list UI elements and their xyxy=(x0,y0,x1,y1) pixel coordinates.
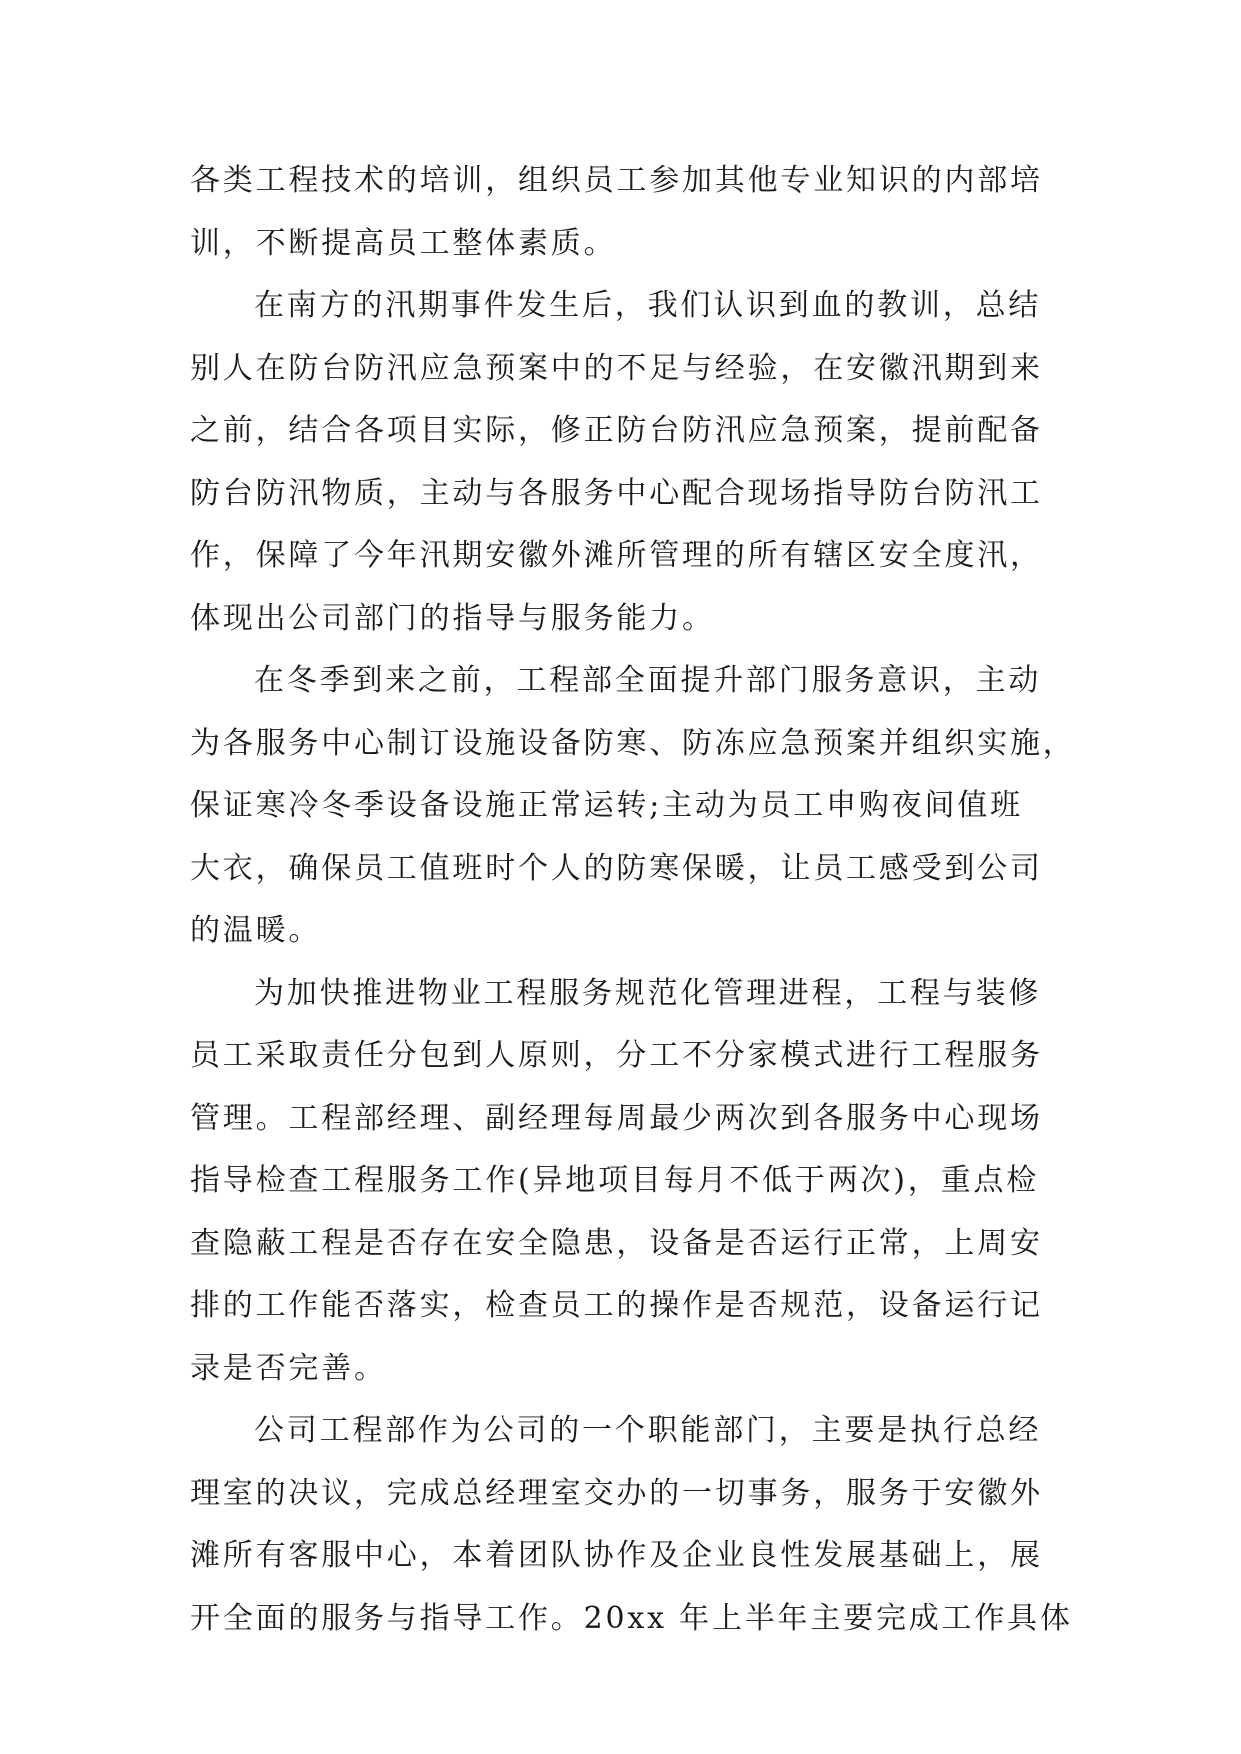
text-line: 体现出公司部门的指导与服务能力。 xyxy=(190,600,715,636)
text-line: 的温暖。 xyxy=(190,913,322,948)
text-line: 防台防汛物质，主动与各服务中心配合现场指导防台防汛工 xyxy=(190,475,1043,511)
text-line: 各类工程技术的培训，组织员工参加其他专业知识的内部培 xyxy=(190,163,1043,198)
text-line: 为各服务中心制订设施设备防寒、防冻应急预案并组织实施， xyxy=(190,725,1076,761)
text-line: 指导检查工程服务工作(异地项目每月不低于两次)，重点检 xyxy=(190,1163,1040,1198)
text-line: 员工采取责任分包到人原则，分工不分家模式进行工程服务 xyxy=(190,1038,1043,1073)
document-body xyxy=(190,150,1076,1650)
text-line: 之前，结合各项目实际，修正防台防汛应急预案，提前配备 xyxy=(190,413,1043,448)
paragraph-first-line: 为加快推进物业工程服务规范化管理进程，工程与装修 xyxy=(254,975,1042,1011)
text-line: 管理。工程部经理、副经理每周最少两次到各服务中心现场 xyxy=(190,1100,1043,1136)
paragraph-first-line: 在冬季到来之前，工程部全面提升部门服务意识，主动 xyxy=(254,663,1042,698)
text-line: 大衣，确保员工值班时个人的防寒保暖，让员工感受到公司 xyxy=(190,850,1043,886)
paragraph-first-line: 公司工程部作为公司的一个职能部门，主要是执行总经 xyxy=(254,1413,1042,1448)
text-line: 别人在防台防汛应急预案中的不足与经验，在安徽汛期到来 xyxy=(190,350,1043,386)
text-line: 保证寒冷冬季设备设施正常运转;主动为员工申购夜间值班 xyxy=(190,788,1023,823)
text-line: 录是否完善。 xyxy=(190,1350,387,1386)
text-line: 作，保障了今年汛期安徽外滩所管理的所有辖区安全度汛， xyxy=(190,538,1043,573)
text-line: 理室的决议，完成总经理室交办的一切事务，服务于安徽外 xyxy=(190,1475,1043,1511)
text-line: 训，不断提高员工整体素质。 xyxy=(190,225,617,261)
paragraph-first-line: 在南方的汛期事件发生后，我们认识到血的教训，总结 xyxy=(254,288,1042,323)
text-line: 开全面的服务与指导工作。20xx 年上半年主要完成工作具体 xyxy=(190,1600,1073,1636)
text-line: 滩所有客服中心，本着团队协作及企业良性发展基础上，展 xyxy=(190,1538,1043,1573)
text-line: 排的工作能否落实，检查员工的操作是否规范，设备运行记 xyxy=(190,1288,1043,1323)
text-line: 查隐蔽工程是否存在安全隐患，设备是否运行正常，上周安 xyxy=(190,1225,1043,1261)
